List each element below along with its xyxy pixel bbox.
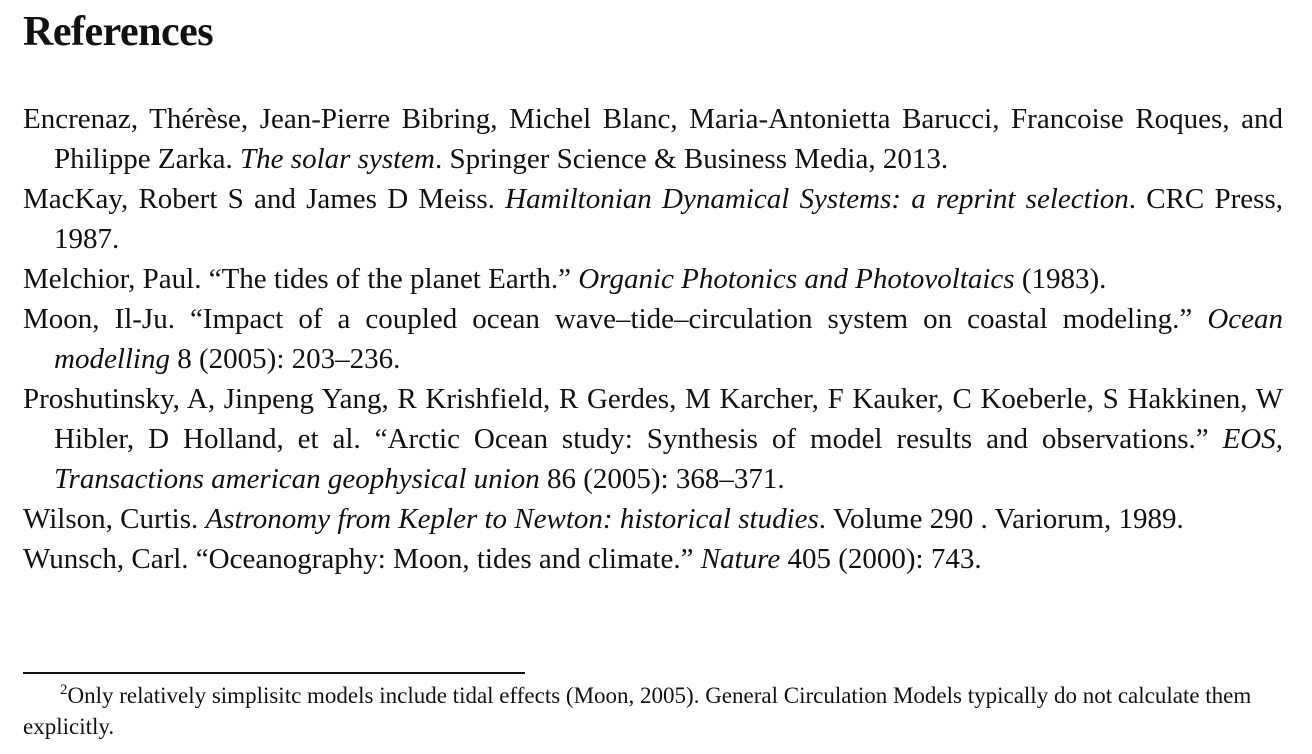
reference-title: Nature [700,543,781,575]
reference-title: Ocean modelling [54,303,1283,375]
reference-item [23,259,1283,299]
reference-item [23,179,1283,259]
reference-authors: Wunsch, Carl. “Oceanography: Moon, tides and climate.” [23,543,694,575]
reference-authors: Wilson, Curtis. [23,503,199,535]
reference-details: . CRC Press, 1987. [54,183,1283,255]
reference-authors: MacKay, Robert S and James D Meiss. [23,183,495,215]
reference-authors: Moon, Il-Ju. “Impact of a coupled ocean wave–tide–circulation system on coastal modeling.” [23,303,1193,335]
reference-details: . Volume 290 . Variorum, 1989. [818,503,1184,535]
footnote-rule [23,672,525,674]
reference-authors: Proshutinsky, A, Jinpeng Yang, R Krishfield, R Gerdes, M Karcher, F Kauker, C Koeberle, S Hakkinen, W Hibler, D Holland, et al. “Arctic Ocean study: Synthesis of model results and observations.” [23,383,1283,455]
reference-details: . Springer Science & Business Media, 2013. [435,143,949,175]
footnote-marker: 2 [60,682,68,698]
references-heading: References [23,9,214,55]
reference-title: The solar system [240,143,435,175]
reference-authors: Encrenaz, Thérèse, Jean-Pierre Bibring, Michel Blanc, Maria-Antonietta Barucci, Francoise Roques, and Philippe Zarka. [23,103,1283,175]
reference-item [23,499,1283,539]
reference-details: 8 (2005): 203–236. [177,343,401,375]
reference-title: Hamiltonian Dynamical Systems: a reprint selection [505,183,1129,215]
reference-item [23,299,1283,379]
reference-title: Astronomy from Kepler to Newton: historical studies [205,503,819,535]
reference-title: EOS, Transactions american geophysical union [54,423,1284,495]
reference-details: 86 (2005): 368–371. [546,463,785,495]
reference-title: Organic Photonics and Photovoltaics [578,263,1015,295]
reference-details: (1983). [1021,263,1107,295]
reference-item [23,99,1283,179]
footnote-text: Only relatively simplisitc models include tidal effects (Moon, 2005). General Circulation Models typically do not calculate them explicitly. [23,683,1252,739]
reference-authors: Melchior, Paul. “The tides of the planet Earth.” [23,263,572,295]
reference-details: 405 (2000): 743. [787,543,982,575]
footnote [23,680,1283,742]
reference-item [23,539,1283,579]
reference-item [23,379,1283,499]
reference-list [23,99,1283,579]
